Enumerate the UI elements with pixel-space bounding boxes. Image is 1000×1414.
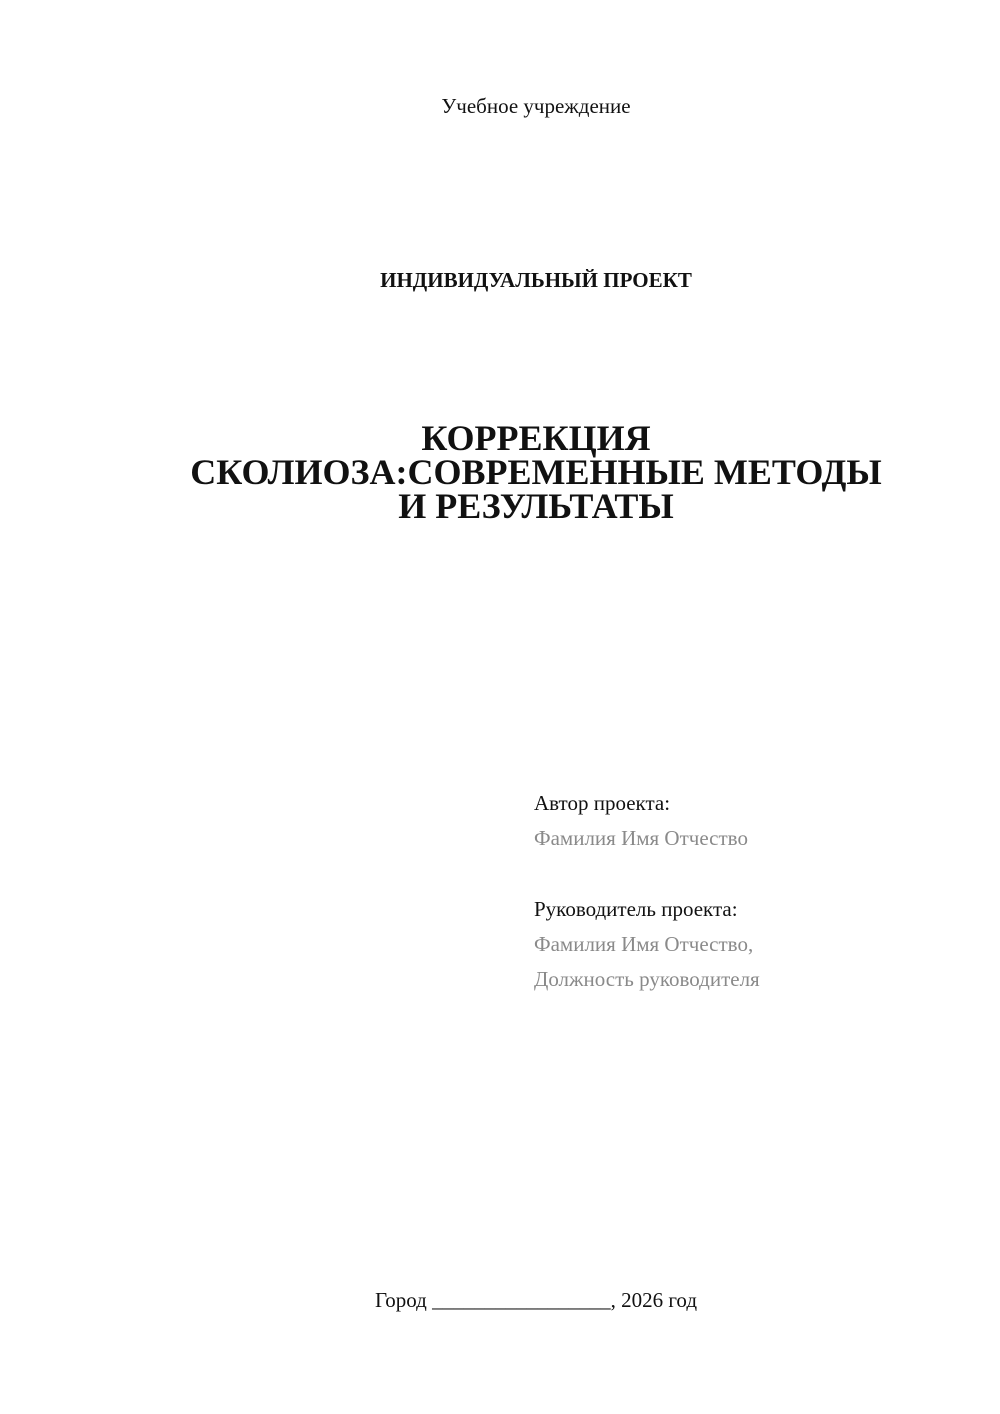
project-title-line: СКОЛИОЗА:СОВРЕМЕННЫЕ МЕТОДЫ (190, 452, 882, 492)
institution-name: Учебное учреждение (441, 94, 631, 118)
author-name-placeholder: Фамилия Имя Отчество (534, 826, 748, 850)
supervisor-label: Руководитель проекта: (534, 897, 738, 921)
supervisor-name-placeholder: Фамилия Имя Отчество, (534, 932, 754, 956)
project-title-line: КОРРЕКЦИЯ (421, 418, 651, 458)
project-title-line: И РЕЗУЛЬТАТЫ (398, 486, 674, 526)
author-block (534, 786, 748, 856)
city-year-footer: Город _________________, 2026 год (374, 1288, 698, 1312)
document-type: ИНДИВИДУАЛЬНЫЙ ПРОЕКТ (380, 268, 692, 292)
supervisor-position-placeholder: Должность руководителя (534, 967, 760, 991)
project-title (160, 418, 912, 526)
supervisor-block (534, 892, 760, 997)
author-label: Автор проекта: (534, 791, 671, 815)
